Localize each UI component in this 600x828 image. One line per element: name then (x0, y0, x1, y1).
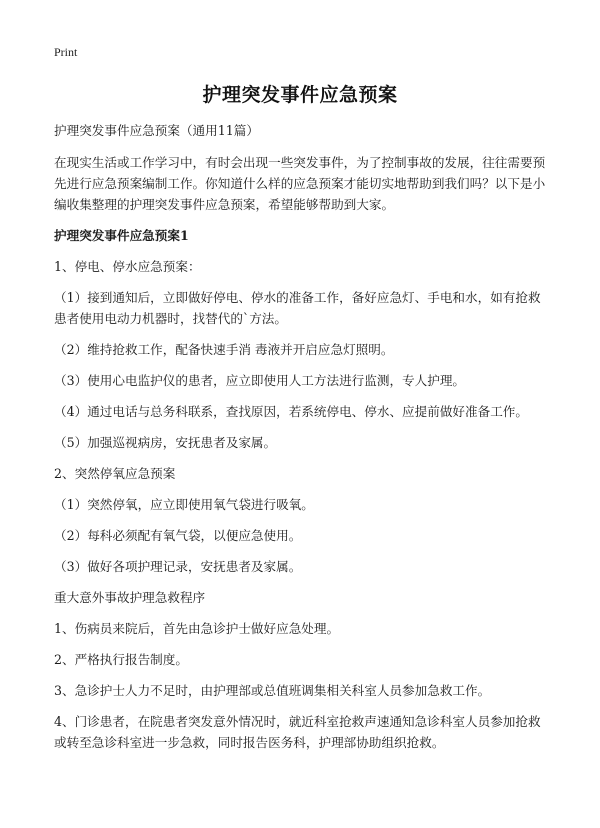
paragraph: 4、门诊患者，在院患者突发意外情况时，就近科室抢救声速通知急诊科室人员参加抢救或转至急诊科室进一步急救，同时报告医务科，护理部协助组织抢救。 (54, 714, 541, 750)
paragraph: （4）通过电话与总务科联系，查找原因，若系统停电、停水、应提前做好准备工作。 (54, 404, 528, 419)
section-heading: 护理突发事件应急预案1 (54, 228, 189, 243)
document-body (54, 120, 550, 763)
paragraph: 重大意外事故护理急救程序 (54, 590, 206, 605)
paragraph: （3）使用心电监护仪的患者，应立即使用人工方法进行监测，专人护理。 (54, 373, 466, 388)
paragraph: （1）接到通知后，立即做好停电、停水的准备工作，备好应急灯、手电和水，如有抢救患者使用电动力机器时，找替代的`方法。 (54, 290, 541, 326)
paragraph: （2）维持抢救工作，配备快速手消 毒液并开启应急灯照明。 (54, 342, 394, 357)
paragraph: 2、严格执行报告制度。 (54, 652, 188, 667)
paragraph: 2、突然停氧应急预案 (54, 466, 176, 481)
paragraph: 1、停电、停水应急预案： (54, 259, 201, 274)
document-subtitle: 护理突发事件应急预案（通用11篇） (54, 123, 259, 138)
paragraph: （3）做好各项护理记录，安抚患者及家属。 (54, 559, 302, 574)
paragraph: （1）突然停氧，应立即使用氧气袋进行吸氧。 (54, 497, 314, 512)
document-title: 护理突发事件应急预案 (202, 84, 398, 106)
paragraph: （2）每科必须配有氧气袋，以便应急使用。 (54, 528, 302, 543)
intro-paragraph: 在现实生活或工作学习中，有时会出现一些突发事件，为了控制事故的发展，往往需要预先进行应急预案编制工作。你知道什么样的应急预案才能切实地帮助到我们吗？以下是小编收集整理的护理突发事件应急预案，希望能够帮助到大家。 (54, 155, 546, 212)
paragraph: 3、急诊护士人力不足时，由护理部或总值班调集相关科室人员参加急救工作。 (54, 683, 491, 698)
print-label: Print (54, 45, 78, 59)
paragraph: 1、伤病员来院后，首先由急诊护士做好应急处理。 (54, 621, 340, 636)
paragraph: （5）加强巡视病房，安抚患者及家属。 (54, 435, 277, 450)
